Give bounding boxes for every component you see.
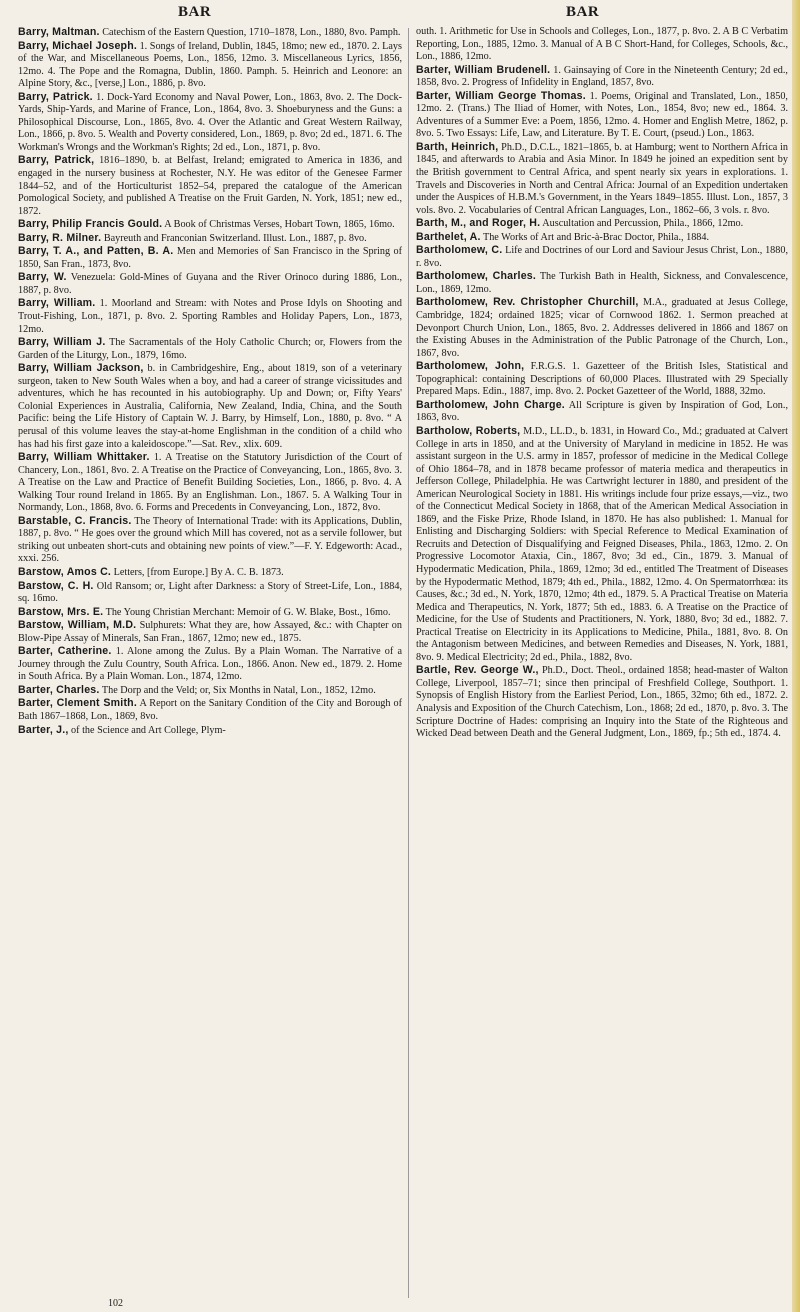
- entry-text: 1. Moorland and Stream: with Notes and Prose Idyls on Shooting and Trout-Fishing, Lon., 1871, p. 8vo. 2. Sporting Rambles and Holiday Papers, Lon., 1873, 12mo.: [18, 298, 402, 335]
- running-head-right: BAR: [566, 4, 600, 20]
- entry-heading: Barry, William J.: [18, 336, 106, 349]
- entry-heading: Barter, Charles.: [18, 683, 100, 696]
- entry-text: All Scripture is given by Inspiration of God, Lon., 1863, 8vo.: [416, 399, 788, 424]
- entry: [416, 141, 788, 217]
- entry-heading: Barry, William Whittaker.: [18, 451, 150, 464]
- entry-text: The Turkish Bath in Health, Sickness, and Convalescence, Lon., 1869, 12mo.: [416, 271, 788, 295]
- entry-heading: Barth, M., and Roger, H.: [416, 217, 541, 230]
- entry-heading: Barry, Philip Francis Gould.: [18, 218, 163, 231]
- entry-text: F.R.G.S. 1. Gazetteer of the British Isles, Statistical and Topographical: containing Descriptions of 60,000 Places. Illustrated with 29 Specially Prepared Maps. Edin., 1887, imp. 8vo. 2. Pocket Gazetteer of the World, 1888, 32mo.: [416, 361, 788, 398]
- entry-text: M.D., LL.D., b. 1831, in Howard Co., Md.; graduated at Calvert College in arts in 1850, and at the University of Maryland in medicine in 1852. He was assistant surgeon in the U.S. army in 1857, professor of medicine in the Medical College of Ohio 1864–78, and in 1878 became professor of materia medica and therapeutics in Jefferson College, Philadelphia. He was Cartwright lecturer in 1880, and president of the American Neurological Society in 1881. His writings include four prize essays,—viz., two of the Connecticut Medical Society in 1868, that of the American Medical Association in 1869, and the Fiske Prize, Rhode Island, in 1870. He has also published: 1. Manual for Enlisting and Discharging Soldiers: with Special Reference to Medical Examination of Recruits and Detection of Disqualifying and Feigned Diseases, Phila., 1863, 12mo. 2. On Progressive Locomotor Ataxia, Cin., 1867, 8vo; 3d ed., Cin., 1879. 3. Manual of Hypodermatic Medication, Phila., 1869, 12mo; 3d ed., entitled The Treatment of Diseases by the Hypodermatic Method, 1879; 4th ed., Phila., 1882, 12mo. 4. On Spermatorrhœa: its Causes, &c.; 3d ed., N. York, 1870, 12mo; 4th ed., 1879. 5. A Practical Treatise on Materia Medica and Therapeutics, N. York, 1877; 5th ed., 1883. 6. A Treatise on the Practice of Medicine, for the Use of Students and Practitioners, N. York, 1880, 8vo; 3d ed., 1882. 7. Practical Treatise on Electricity in its Applications to Medicine, Phila., 1881, 8vo. 8. On the Antagonism between Medicines, and between Remedies and Diseases, N. York, 1881, 8vo. 9. Medical Electricity; 2d ed., Phila., 1882, 8vo.: [416, 425, 788, 663]
- entry: [18, 154, 402, 218]
- entry-heading: Bartholow, Roberts,: [416, 424, 521, 437]
- page-edge: [792, 0, 800, 1312]
- entry-text: Ph.D., D.C.L., 1821–1865, b. at Hamburg; went to Northern Africa in 1845, and afterwards to Arabia and Asia Minor. In 1849 he joined an expedition sent by the British government to Central Africa, and spent nearly six years in explorations. 1. Travels and Discoveries in North and Central Africa: Journal of an Expedition undertaken under the Auspices of H.B.M.'s Government, in the Years 1849–1855. Illust. Lon., 1857, 3 vols. 8vo. 2. Vocabularies of Central African Languages, Lon., 1862–66, 3 vols. r. 8vo.: [416, 141, 788, 216]
- entry: [18, 232, 402, 246]
- entry: [18, 645, 402, 684]
- entry: [416, 296, 788, 360]
- entry-heading: Bartholomew, Charles.: [416, 270, 537, 283]
- entry: [416, 90, 788, 141]
- page-number: 102: [108, 1298, 123, 1309]
- entry-text: Venezuela: Gold-Mines of Guyana and the River Orinoco during 1886, Lon., 1887, p. 8vo.: [18, 272, 402, 296]
- entry-text: 1. A Treatise on the Statutory Jurisdiction of the Court of Chancery, Lon., 1861, 8vo. 2. A Treatise on the Practice of Conveyancing, Lon., 1865, 8vo. 3. A Treatise on the Law and Practice of Benefit Building Societies, Lon., 1866, p. 8vo. 4. A Walking Tour round Ireland in 1865. By an Englishman. Lon., 1867. 5. A Walking Tour in Normandy, Lon., 1868, 8vo. 6. Forms and Precedents in Conveyancing, Lon., 1872, 8vo.: [18, 452, 402, 514]
- entry-text: Catechism of the Eastern Question, 1710–1878, Lon., 1880, 8vo. Pamph.: [99, 27, 401, 38]
- entry-heading: Barter, Clement Smith.: [18, 697, 137, 710]
- entry: [416, 64, 788, 90]
- entry: [18, 40, 402, 91]
- entry-text: Old Ransom; or, Light after Darkness: a Story of Street-Life, Lon., 1884, sq. 16mo.: [18, 580, 402, 605]
- left-column: [18, 26, 402, 737]
- entry-text: 1. Poems, Original and Translated, Lon., 1850, 12mo. 2. (Trans.) The Iliad of Homer, with Notes, Lon., 1854, 8vo; new ed., 1864. 3. Adventures of a Summer Eve: a Poem, 1856, 12mo. 4. Homer and English Metre, 1862, p. 8vo. 5. Two Essays: Life, Law, and Literature. By T. E. Court, (pseud.) Lon., 1863.: [416, 90, 788, 140]
- entry-text: 1. Gainsaying of Core in the Nineteenth Century; 2d ed., 1858, 8vo. 2. Progress of Infidelity in England, 1857, 8vo.: [416, 64, 788, 89]
- entry-heading: Barstow, William, M.D.: [18, 619, 137, 632]
- running-head-left: BAR: [178, 4, 212, 20]
- entry-heading: Barry, T. A., and Patten, B. A.: [18, 245, 174, 258]
- entry: [18, 245, 402, 271]
- entry: [416, 399, 788, 425]
- entry-heading: Barstow, Mrs. E.: [18, 605, 104, 618]
- entry: [18, 336, 402, 362]
- entry: [416, 26, 788, 64]
- entry-heading: Barter, William George Thomas.: [416, 89, 586, 102]
- entry-text: b. in Cambridgeshire, Eng., about 1819, son of a veterinary surgeon, taken to New South Wales when a boy, and had a career of strange vicissitudes and adventures, which he has recounted in his autobiography. Up and Down; or, Fifty Years' Colonial Experiences in Australia, California, New Zealand, India, China, and the South Pacific: being the Life History of Captain W. J. Barry, by Himself, Lon., 1880, p. 8vo. “ A perusal of this volume leaves the stay-at-home Englishman in the condition of a child who has had his first gaze into a kaleidoscope.”—Sat. Rev., xlix. 609.: [18, 363, 402, 450]
- entry: [416, 244, 788, 270]
- entry: [18, 619, 402, 645]
- entry: [18, 26, 402, 40]
- entry: [416, 360, 788, 399]
- entry-heading: Barter, Catherine.: [18, 645, 112, 658]
- entry: [18, 218, 402, 232]
- entry-text: M.A., graduated at Jesus College, Cambridge, 1824; ordained 1825; vicar of Cornwood 1862. 1. Sermon preached at Devonport Church Union, Lon., 1865, 8vo. 2. Addresses delivered in 1866 and 1867 on the Existing Abuses in the Administration of the Public Patronage of the Church, Lon., 1867, 8vo.: [416, 297, 788, 359]
- entry: [18, 515, 402, 566]
- entry: [18, 297, 402, 336]
- entry-heading: Barry, Patrick.: [18, 90, 93, 103]
- entry-text: of the Science and Art College, Plym-: [68, 724, 226, 736]
- entry-text: Auscultation and Percussion, Phila., 1866, 12mo.: [540, 218, 744, 230]
- entry-heading: Barry, Michael Joseph.: [18, 39, 138, 52]
- entry: [416, 425, 788, 664]
- entry-heading: Barry, R. Milner.: [18, 231, 102, 244]
- entry: [18, 362, 402, 451]
- entry-heading: Barstow, C. H.: [18, 579, 94, 592]
- entry-heading: Barstow, Amos C.: [18, 565, 112, 578]
- entry-heading: Barstable, C. Francis.: [18, 514, 132, 527]
- entry-heading: Barry, William.: [18, 297, 96, 310]
- entry-heading: Bartholomew, C.: [416, 244, 503, 257]
- entry: [18, 684, 402, 698]
- entry: [18, 724, 402, 738]
- entry-heading: Bartholomew, John Charge.: [416, 398, 565, 411]
- entry-text: Men and Memories of San Francisco in the Spring of 1850, San Fran., 1873, 8vo.: [18, 246, 402, 270]
- entry-heading: Barth, Heinrich,: [416, 140, 499, 153]
- entry-text: The Dorp and the Veld; or, Six Months in Natal, Lon., 1852, 12mo.: [99, 684, 376, 696]
- entry-text: The Young Christian Merchant: Memoir of G. W. Blake, Bost., 16mo.: [103, 606, 391, 618]
- entry: [18, 566, 402, 580]
- entry-heading: Barter, J.,: [18, 723, 69, 736]
- entry-heading: Barry, Patrick,: [18, 154, 95, 167]
- entry-text: Letters, [from Europe.] By A. C. B. 1873.: [111, 566, 284, 578]
- entry: [416, 664, 788, 740]
- column-divider: [408, 28, 409, 1298]
- entry-text: 1. Songs of Ireland, Dublin, 1845, 18mo; new ed., 1870. 2. Lays of the War, and Miscellaneous Poems, Lon., 1856, 12mo. 3. Miscellaneous Lyrics, 1856, 12mo. 4. The Pope and the Romagna, Dublin, 1860. Pamph. 5. Heinrich and Leonore: an Alpine Story, &c., [verse,] Lon., 1886, p. 8vo.: [18, 40, 402, 90]
- entry-heading: Barry, Maltman.: [18, 26, 100, 38]
- entry: [18, 451, 402, 515]
- right-column: [416, 26, 788, 741]
- entry-text: Sulphurets: What they are, how Assayed, &c.: with Chapter on Blow-Pipe Assay of Minerals, San Fran., 1867, 12mo; new ed., 1875.: [18, 620, 402, 644]
- entry-text: outh. 1. Arithmetic for Use in Schools and Colleges, Lon., 1877, p. 8vo. 2. A B C Verbatim Reporting, Lon., 1885, 12mo. 3. Manual of A B C Short-Hand, for Colleges, Schools, &c., Lon., 1886, 12mo.: [416, 26, 788, 63]
- entry: [18, 697, 402, 723]
- entry: [18, 91, 402, 155]
- entry-text: A Book of Christmas Verses, Hobart Town, 1865, 16mo.: [162, 219, 395, 231]
- entry-text: The Theory of International Trade: with its Applications, Dublin, 1887, p. 8vo. “ He goes over the ground which Mill has covered, not as a servile follower, but striking out unbeaten short-cuts and obtaining new points of view.”—F. Y. Edgeworth: Acad., xxxi. 256.: [18, 515, 403, 565]
- entry-heading: Barthelet, A.: [416, 230, 481, 243]
- entry-text: Ph.D., Doct. Theol., ordained 1858; head-master of Walton College, Liverpool, 1857–71; since then principal of Freshfield College, Southport. 1. Synopsis of English History from the Earliest Period, Lon., 1865, 32mo; 6th ed., 1872. 2. Analysis and Exposition of the Church Catechism, Lon., 1868; 2d ed., 1870, p. 8vo. 3. The Scripture Doctrine of Hades: comprising an Inquiry into the State of the Righteous and Wicked Dead between Death and the General Judgment, Lon., 1869, fp.; 5th ed., 1874. 4.: [416, 665, 789, 740]
- entry-heading: Bartholomew, Rev. Christopher Churchill,: [416, 296, 639, 309]
- entry-text: 1816–1890, b. at Belfast, Ireland; emigrated to America in 1836, and engaged in the nursery business at Rochester, N.Y. He was editor of the Genesee Farmer 1844–52, and of the Horticulturist 1852–54, prepared the catalogue of the American Pomological Society, and published A Treatise on the Fruit Garden, N. York, 1851; new ed., 1872.: [18, 155, 402, 217]
- entry-text: 1. Alone among the Zulus. By a Plain Woman. The Narrative of a Journey through the Zulu Country, South Africa. Lon., 1866. Anon. New ed., 1879. 2. Home in South Africa. By a Plain Woman. Lon., 1874, 12mo.: [18, 646, 402, 683]
- entry: [416, 270, 788, 296]
- entry-text: Life and Doctrines of our Lord and Saviour Jesus Christ, Lon., 1880, r. 8vo.: [416, 245, 788, 269]
- entry-text: The Works of Art and Bric-à-Brac Doctor, Phila., 1884.: [480, 231, 710, 243]
- entry-text: Bayreuth and Franconian Switzerland. Illust. Lon., 1887, p. 8vo.: [101, 232, 367, 244]
- entry: [18, 271, 402, 297]
- entry-heading: Barter, William Brudenell.: [416, 63, 551, 76]
- entry-heading: Barry, William Jackson,: [18, 362, 144, 375]
- entry: [18, 580, 402, 606]
- entry-heading: Bartholomew, John,: [416, 360, 525, 373]
- entry: [416, 231, 788, 245]
- entry-heading: Bartle, Rev. George W.,: [416, 664, 539, 677]
- entry: [18, 606, 402, 620]
- entry-text: The Sacramentals of the Holy Catholic Church; or, Flowers from the Garden of the Liturgy, Lon., 1879, 16mo.: [18, 337, 403, 361]
- entry-heading: Barry, W.: [18, 271, 67, 284]
- entry-text: A Report on the Sanitary Condition of the City and Borough of Bath 1867–1868, Lon., 1869, 8vo.: [18, 698, 402, 722]
- entry: [416, 217, 788, 231]
- entry-text: 1. Dock-Yard Economy and Naval Power, Lon., 1863, 8vo. 2. The Dock-Yards, Ship-Yards, and Marine of France, Lon., 1864, 8vo. 3. Shoeburyness and the Guns: a Philosophical Discourse, Lon., 1865, 8vo. 4. Over the Atlantic and Great Western Railway, Lon., 1866, p. 8vo. 5. Wealth and Poverty considered, Lon., 1869, p. 8vo; 2d ed., 1871. 6. The Workman's Wrongs and the Workman's Rights; 2d ed., Lon., 1871, p. 8vo.: [18, 91, 403, 153]
